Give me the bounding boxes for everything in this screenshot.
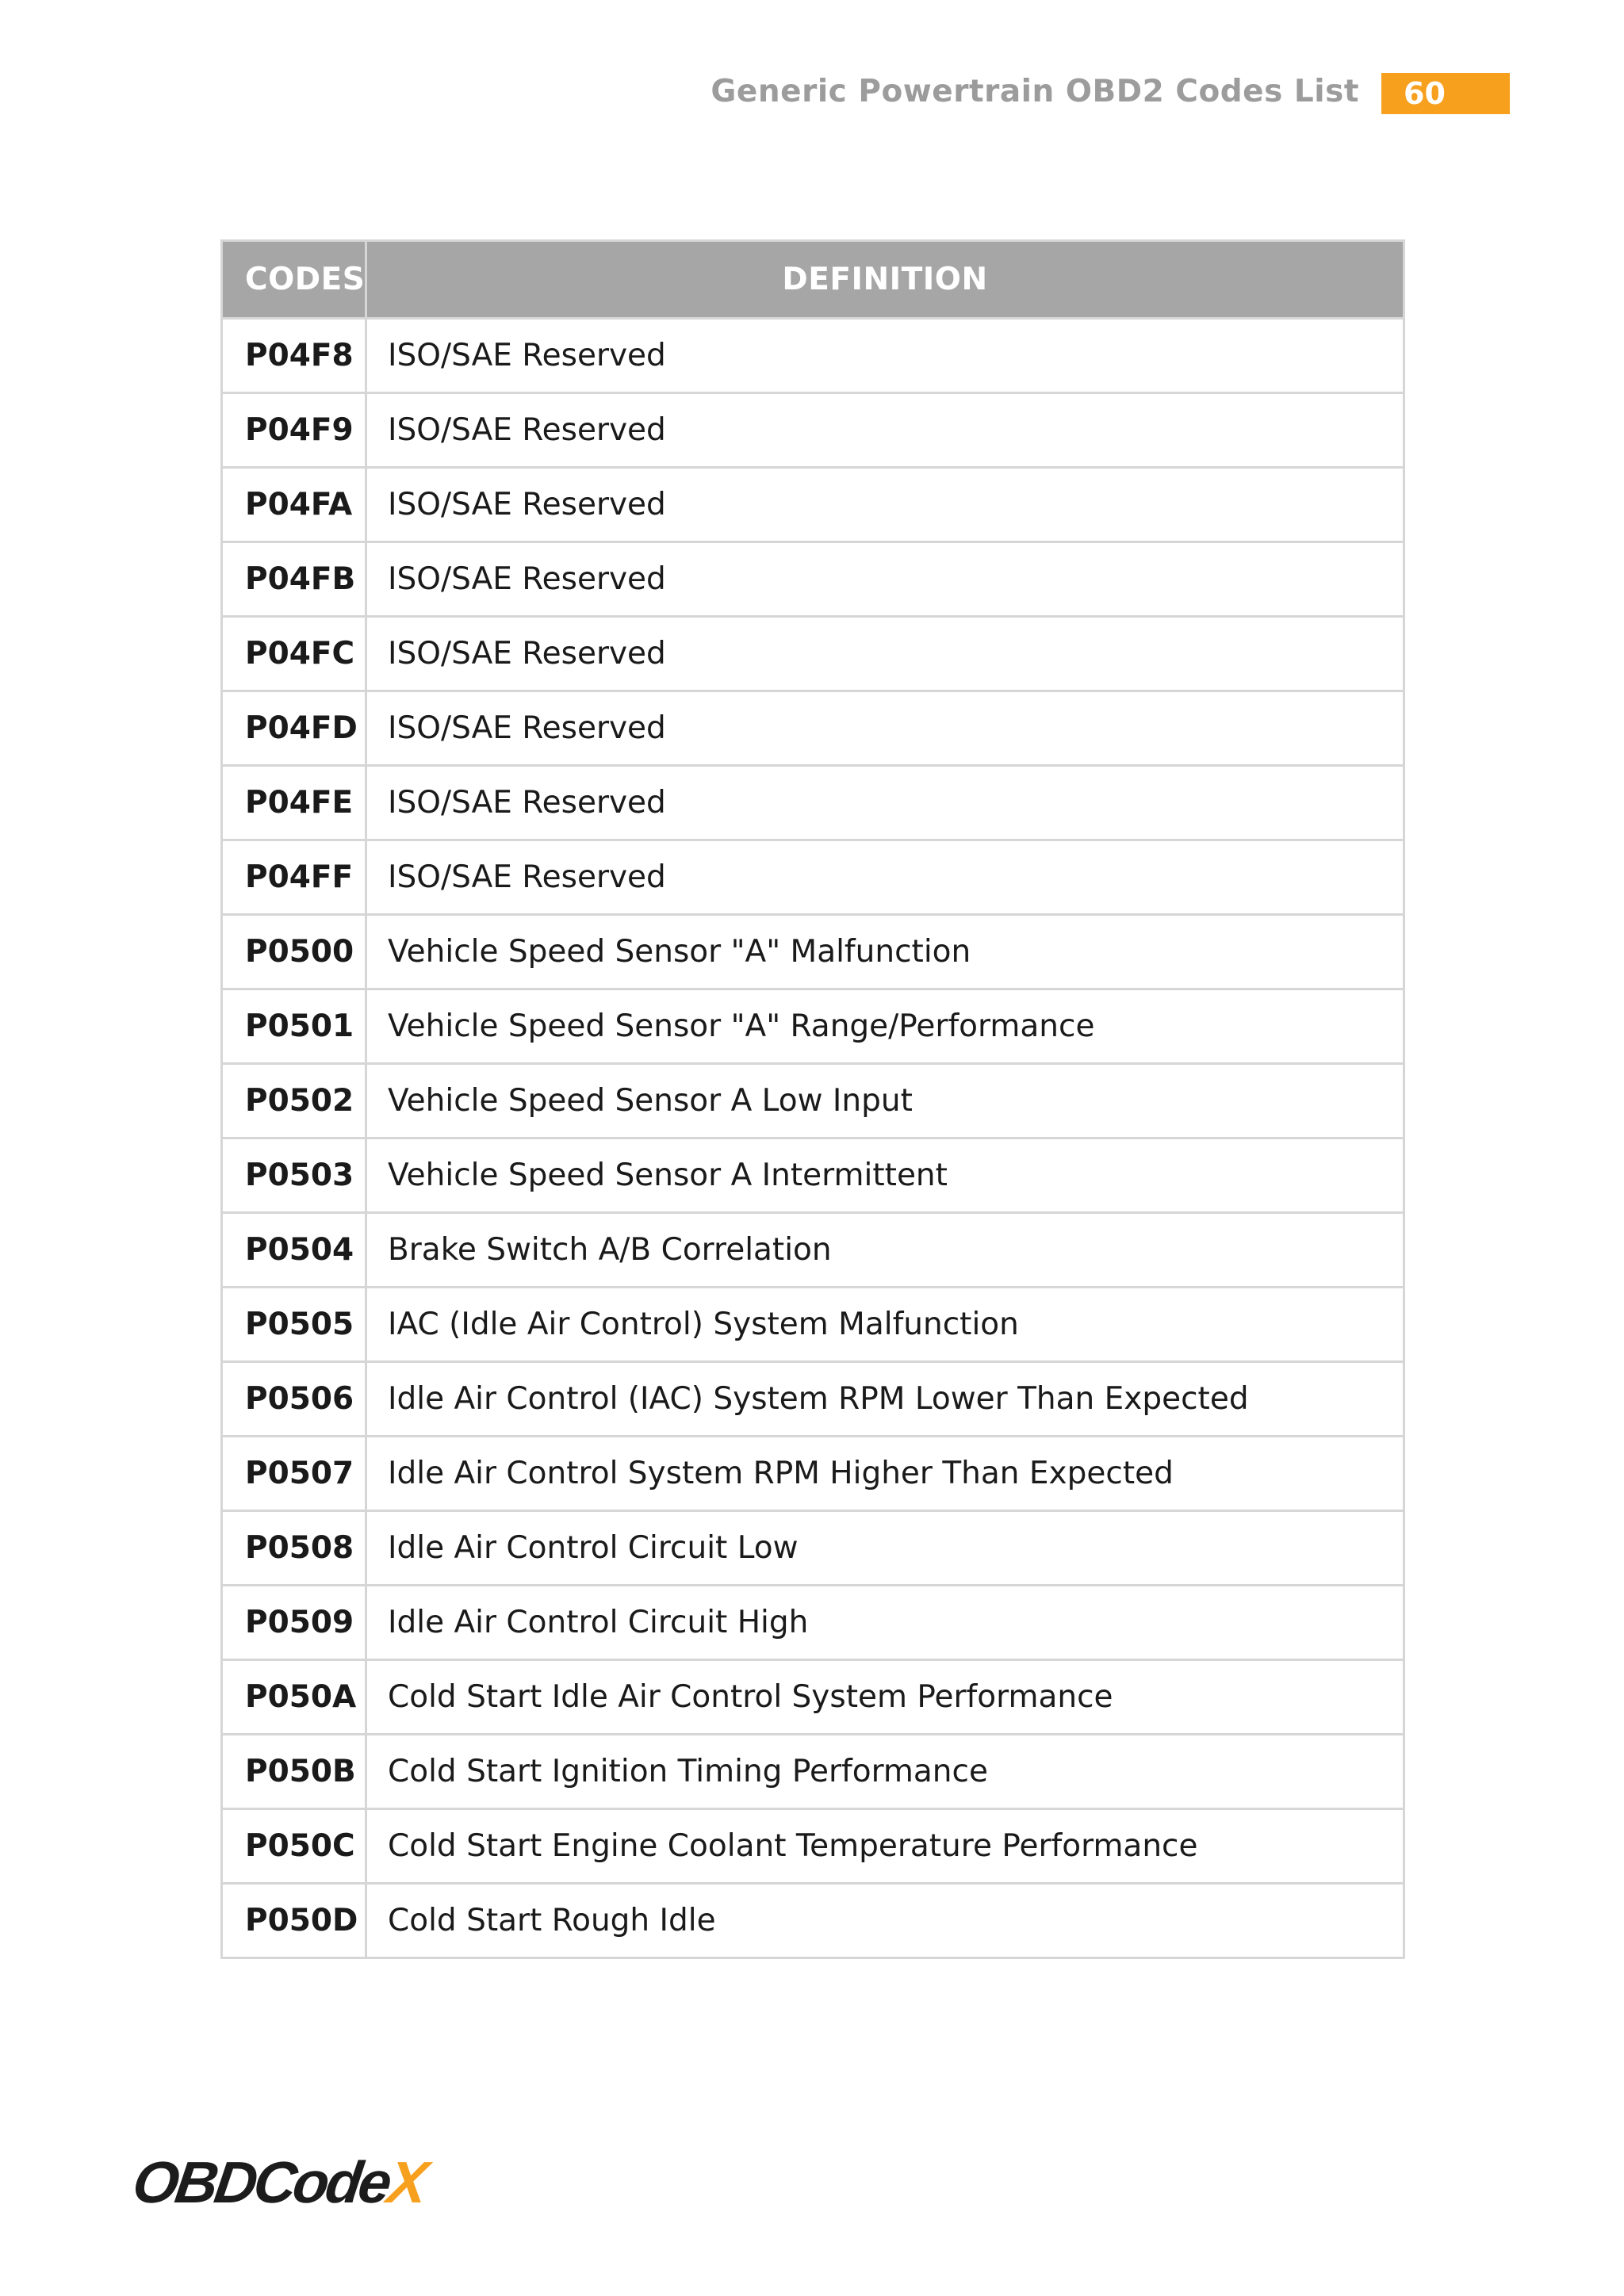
table-row [222, 617, 1404, 691]
definition-cell: Brake Switch A/B Correlation [366, 1213, 1404, 1288]
definition-cell: Vehicle Speed Sensor "A" Range/Performance [366, 989, 1404, 1064]
code-cell: P050D [222, 1884, 366, 1958]
table-body [222, 319, 1404, 1958]
table-row [222, 1288, 1404, 1362]
definition-cell: Vehicle Speed Sensor "A" Malfunction [366, 915, 1404, 989]
code-cell: P050A [222, 1660, 366, 1735]
code-cell: P0505 [222, 1288, 366, 1362]
definition-cell: ISO/SAE Reserved [366, 617, 1404, 691]
table-row [222, 989, 1404, 1064]
svg-text:OBDCodeX: OBDCodeX [128, 2149, 429, 2215]
definition-cell: ISO/SAE Reserved [366, 766, 1404, 840]
table-row [222, 393, 1404, 468]
code-cell: P04FD [222, 691, 366, 766]
table-row [222, 915, 1404, 989]
definition-cell: Cold Start Rough Idle [366, 1884, 1404, 1958]
table-row [222, 1884, 1404, 1958]
code-cell: P050C [222, 1809, 366, 1884]
code-cell: P0500 [222, 915, 366, 989]
page-header [0, 70, 1624, 117]
table-row [222, 542, 1404, 617]
code-cell: P0506 [222, 1362, 366, 1437]
table-row [222, 1660, 1404, 1735]
definition-cell: Idle Air Control (IAC) System RPM Lower Than Expected [366, 1362, 1404, 1437]
definition-cell: Cold Start Ignition Timing Performance [366, 1735, 1404, 1809]
page-number-badge: 60 [1381, 73, 1510, 114]
table-row [222, 1362, 1404, 1437]
definition-cell: Vehicle Speed Sensor A Low Input [366, 1064, 1404, 1138]
table-row [222, 1138, 1404, 1213]
code-cell: P04FF [222, 840, 366, 915]
definition-cell: ISO/SAE Reserved [366, 542, 1404, 617]
code-cell: P0508 [222, 1511, 366, 1586]
definition-cell: Vehicle Speed Sensor A Intermittent [366, 1138, 1404, 1213]
code-cell: P0502 [222, 1064, 366, 1138]
code-cell: P0501 [222, 989, 366, 1064]
table-header-row [222, 241, 1404, 319]
table-row [222, 1511, 1404, 1586]
code-cell: P04FC [222, 617, 366, 691]
document-title: Generic Powertrain OBD2 Codes List [710, 74, 1359, 109]
table-row [222, 691, 1404, 766]
table-row [222, 1735, 1404, 1809]
definition-cell: ISO/SAE Reserved [366, 393, 1404, 468]
obdcodex-logo [128, 2149, 429, 2215]
code-cell: P04FE [222, 766, 366, 840]
code-cell: P04FB [222, 542, 366, 617]
code-cell: P0509 [222, 1586, 366, 1660]
table-row [222, 1213, 1404, 1288]
definition-cell: Cold Start Idle Air Control System Performance [366, 1660, 1404, 1735]
table-row [222, 1809, 1404, 1884]
obd-codes-table [220, 239, 1405, 1959]
definition-cell: ISO/SAE Reserved [366, 691, 1404, 766]
code-cell: P0504 [222, 1213, 366, 1288]
definition-cell: Cold Start Engine Coolant Temperature Performance [366, 1809, 1404, 1884]
table-row [222, 468, 1404, 542]
definition-cell: Idle Air Control Circuit Low [366, 1511, 1404, 1586]
definition-cell: ISO/SAE Reserved [366, 468, 1404, 542]
table-row [222, 1437, 1404, 1511]
definition-cell: Idle Air Control Circuit High [366, 1586, 1404, 1660]
code-cell: P04FA [222, 468, 366, 542]
code-cell: P04F8 [222, 319, 366, 393]
table-row [222, 840, 1404, 915]
column-header-definition: DEFINITION [366, 241, 1404, 319]
definition-cell: IAC (Idle Air Control) System Malfunction [366, 1288, 1404, 1362]
table-row [222, 1586, 1404, 1660]
table-row [222, 1064, 1404, 1138]
code-cell: P0503 [222, 1138, 366, 1213]
definition-cell: ISO/SAE Reserved [366, 319, 1404, 393]
code-cell: P0507 [222, 1437, 366, 1511]
table-row [222, 766, 1404, 840]
column-header-codes: CODES [222, 241, 366, 319]
code-cell: P04F9 [222, 393, 366, 468]
definition-cell: ISO/SAE Reserved [366, 840, 1404, 915]
definition-cell: Idle Air Control System RPM Higher Than Expected [366, 1437, 1404, 1511]
table-row [222, 319, 1404, 393]
code-cell: P050B [222, 1735, 366, 1809]
